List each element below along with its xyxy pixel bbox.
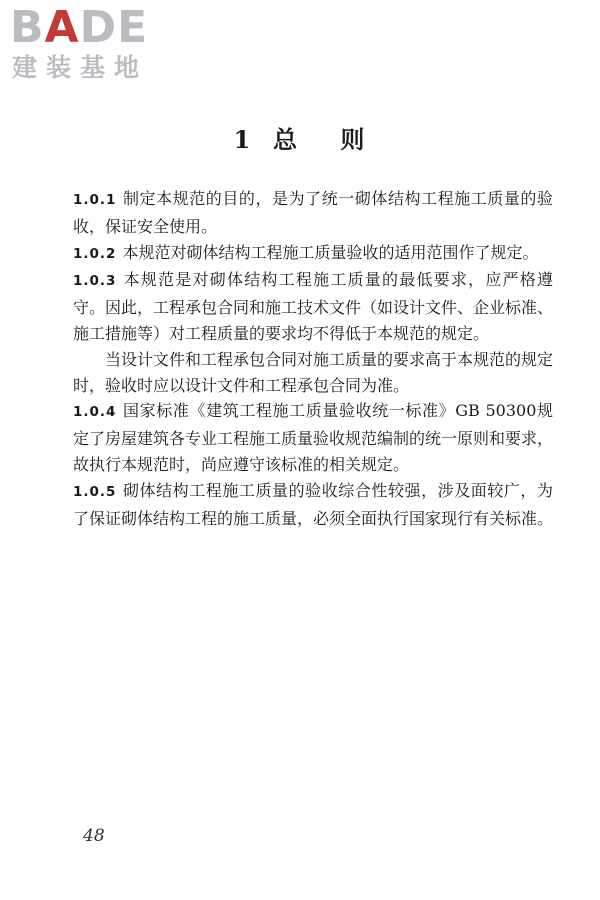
page-number: 48 (83, 826, 105, 846)
clause-text: 砌体结构工程施工质量的验收综合性较强，涉及面较广，为了保证砌体结构工程的施工质量，必须全面执行国家现行有关标准。 (73, 480, 554, 528)
watermark-brand-a: A (44, 2, 80, 53)
watermark-brand (10, 2, 149, 53)
watermark-logo (10, 2, 175, 86)
clause-1-0-3 (73, 267, 553, 346)
clause-number: 1.0.3 (73, 273, 117, 290)
watermark-subtitle: 建装基地 (12, 53, 149, 82)
clause-1-0-2 (73, 240, 553, 268)
clause-1-0-3-continuation (73, 347, 553, 399)
clause-1-0-4 (73, 398, 553, 477)
clause-text: 当设计文件和工程承包合同对施工质量的要求高于本规范的规定时，验收时应以设计文件和工程承包合同为准。 (73, 349, 554, 395)
document-body (73, 186, 553, 531)
watermark-brand-b: B (10, 2, 45, 53)
clause-text: 国家标准《建筑工程施工质量验收统一标准》GB 50300规定了房屋建筑各专业工程施工质量验收规范编制的统一原则和要求，故执行本规范时，尚应遵守该标准的相关规定。 (73, 401, 554, 474)
clause-number: 1.0.2 (73, 245, 117, 262)
clause-1-0-5 (73, 478, 553, 532)
clause-1-0-1 (73, 186, 553, 240)
clause-number: 1.0.5 (73, 483, 117, 500)
clause-text: 制定本规范的目的，是为了统一砌体结构工程施工质量的验收，保证安全使用。 (73, 189, 553, 236)
chapter-title: 1 总 则 (233, 125, 367, 154)
clause-number: 1.0.4 (73, 404, 117, 421)
clause-number: 1.0.1 (73, 192, 117, 208)
clause-text: 本规范是对砌体结构工程施工质量的最低要求，应严格遵守。因此，工程承包合同和施工技术文件（如设计文件、企业标准、施工措施等）对工程质量的要求均不得低于本规范的规定。 (73, 270, 554, 343)
watermark-brand-de: DE (79, 2, 149, 53)
clause-text: 本规范对砌体结构工程施工质量验收的适用范围作了规定。 (122, 242, 539, 262)
